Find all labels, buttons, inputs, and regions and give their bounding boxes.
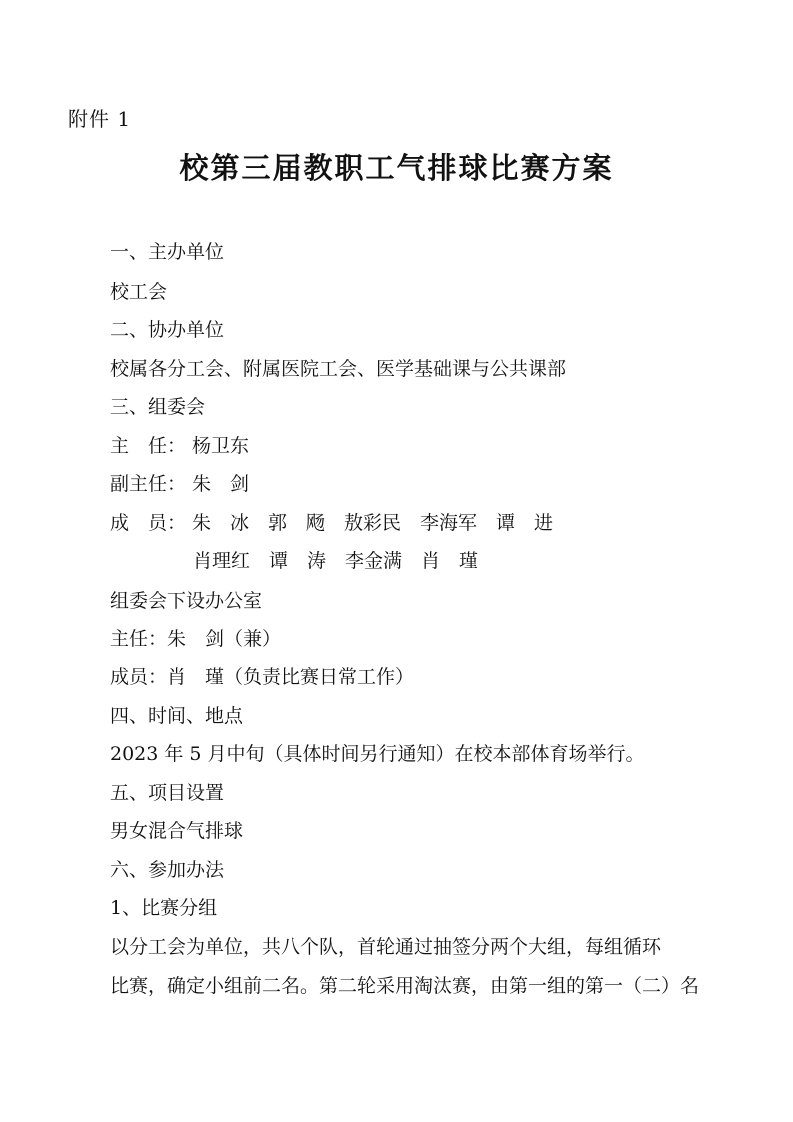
director-label: 主 任： (110, 435, 187, 457)
time-place-value: 2023 年 5 月中旬（具体时间另行通知）在校本部体育场举行。 (110, 743, 645, 765)
deputy-label: 副主任： (110, 473, 187, 495)
organizer-value: 校工会 (110, 281, 168, 303)
members-label: 成 员： (110, 512, 187, 534)
office-member: 成员：肖 瑾（负责比赛日常工作） (110, 666, 415, 688)
members-row (110, 511, 553, 535)
attachment-label: 附件 1 (68, 107, 132, 131)
director-row (110, 434, 249, 458)
director-value: 杨卫东 (192, 435, 250, 457)
grouping-heading: 1、比赛分组 (110, 897, 218, 919)
members-row-1: 朱 冰 郭 飏 敖彩民 李海军 谭 进 (192, 512, 554, 534)
committee-heading: 三、组委会 (110, 396, 206, 418)
page-title: 校第三届教职工气排球比赛方案 (179, 151, 614, 185)
deputy-row (110, 472, 249, 496)
members-row-2: 肖理红 谭 涛 李金满 肖 瑾 (193, 550, 479, 572)
organizer-heading: 一、主办单位 (110, 241, 225, 263)
deputy-value: 朱 剑 (192, 473, 250, 495)
co-organizer-value: 校属各分工会、附属医院工会、医学基础课与公共课部 (110, 358, 567, 380)
grouping-paragraph-line-2: 比赛，确定小组前二名。第二轮采用淘汰赛，由第一组的第一（二）名 (110, 975, 700, 997)
office-heading: 组委会下设办公室 (110, 590, 263, 612)
co-organizer-heading: 二、协办单位 (110, 319, 225, 341)
event-heading: 五、项目设置 (110, 782, 225, 804)
office-director: 主任：朱 剑（兼） (110, 628, 282, 650)
time-place-heading: 四、时间、地点 (110, 705, 244, 727)
grouping-paragraph-line-1: 以分工会为单位，共八个队，首轮通过抽签分两个大组，每组循环 (110, 936, 662, 958)
method-heading: 六、参加办法 (110, 859, 225, 881)
event-value: 男女混合气排球 (110, 820, 244, 842)
